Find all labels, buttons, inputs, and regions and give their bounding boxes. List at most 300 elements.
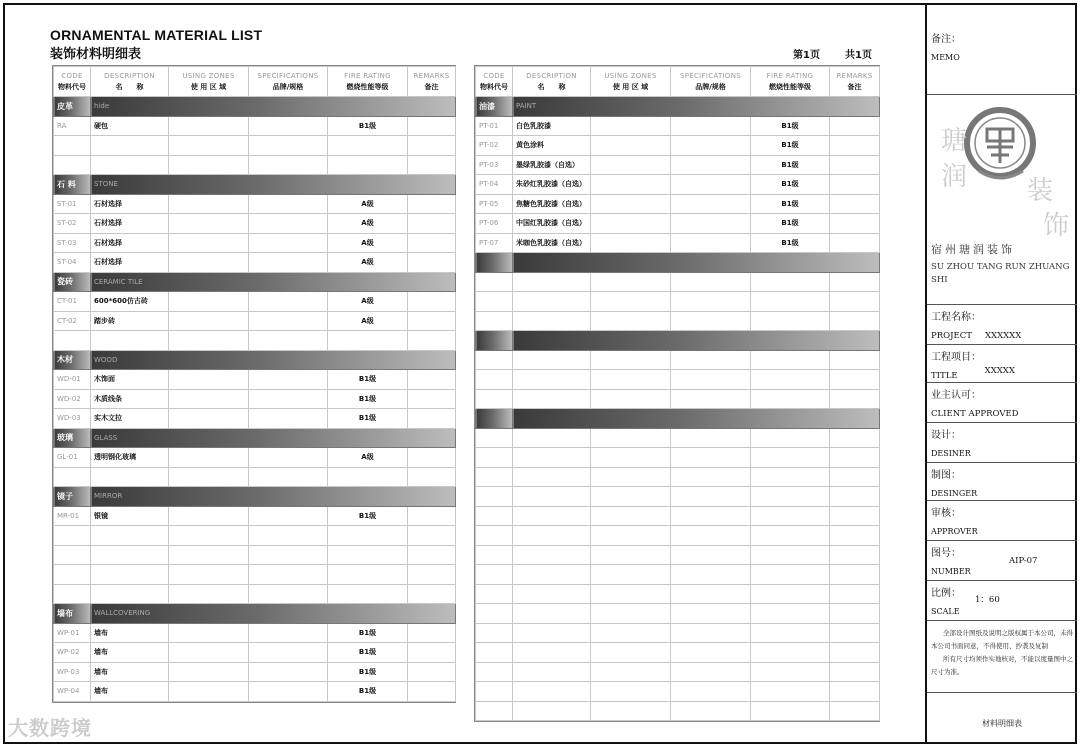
fire-rating-cell — [751, 311, 830, 331]
column-header-en: USING ZONES — [604, 71, 657, 80]
description-cell — [513, 545, 591, 565]
category-row — [476, 331, 880, 351]
zone-cell — [169, 370, 249, 390]
spec-cell — [671, 214, 751, 234]
description-cell: 墙布 — [91, 623, 169, 643]
fire-rating-cell — [328, 467, 408, 487]
zone-cell — [169, 389, 249, 409]
column-header-en: SPECIFICATIONS — [257, 71, 319, 80]
column-header-cn: 名 称 — [115, 82, 144, 91]
remarks-cell — [408, 311, 456, 331]
spec-cell — [671, 272, 751, 292]
fire-rating-cell: B1级 — [328, 643, 408, 663]
table-row — [54, 643, 456, 663]
spec-cell — [249, 682, 328, 702]
table-row — [54, 253, 456, 273]
fire-rating-cell — [751, 389, 830, 409]
code-cell: ST-01 — [54, 194, 91, 214]
table-row — [476, 701, 880, 721]
table-row — [476, 682, 880, 702]
table-row — [476, 311, 880, 331]
project-value: XXXXXX — [984, 331, 1022, 341]
code-cell — [476, 623, 513, 643]
spec-cell — [671, 565, 751, 585]
table-row — [54, 526, 456, 546]
code-cell — [476, 526, 513, 546]
remarks-cell — [830, 701, 880, 721]
category-name-cn: 镜子 — [57, 491, 73, 501]
code-cell: CT-02 — [54, 311, 91, 331]
category-en-cell — [91, 272, 456, 292]
zone-cell — [591, 428, 671, 448]
category-en-cell — [91, 428, 456, 448]
description-cell — [513, 448, 591, 468]
code-cell — [476, 584, 513, 604]
zone-cell — [591, 662, 671, 682]
code-cell: PT-03 — [476, 155, 513, 175]
fire-rating-cell: B1级 — [751, 136, 830, 156]
remarks-cell — [830, 214, 880, 234]
category-row — [54, 272, 456, 292]
category-name-cn: 木材 — [57, 355, 73, 365]
spec-cell — [671, 311, 751, 331]
material-table-right — [474, 65, 880, 722]
number-label-en: NUMBER — [931, 567, 971, 576]
description-cell: 木质线条 — [91, 389, 169, 409]
title-value: XXXXX — [984, 366, 1015, 376]
spec-cell — [249, 662, 328, 682]
description-cell: 透明钢化玻璃 — [91, 448, 169, 468]
code-cell: PT-04 — [476, 175, 513, 195]
column-header — [830, 67, 880, 97]
description-cell — [513, 662, 591, 682]
fire-rating-cell: A级 — [328, 253, 408, 273]
zone-cell — [169, 331, 249, 351]
remarks-cell — [830, 389, 880, 409]
table-row — [476, 428, 880, 448]
spec-cell — [249, 116, 328, 136]
remarks-cell — [408, 116, 456, 136]
fire-rating-cell — [751, 428, 830, 448]
description-cell — [513, 311, 591, 331]
remarks-cell — [830, 272, 880, 292]
fire-rating-cell — [328, 565, 408, 585]
table-row — [476, 643, 880, 663]
description-cell — [513, 272, 591, 292]
scale-label-en: SCALE — [931, 607, 960, 616]
column-header-en: REMARKS — [836, 71, 873, 80]
page-total: 共1页 — [845, 50, 872, 61]
fire-rating-cell: B1级 — [751, 233, 830, 253]
fire-rating-cell: A级 — [328, 292, 408, 312]
table-row — [476, 155, 880, 175]
category-cn-cell — [54, 272, 91, 292]
zone-cell — [591, 604, 671, 624]
code-cell — [476, 292, 513, 312]
spec-cell — [249, 623, 328, 643]
code-cell — [54, 467, 91, 487]
table-row — [476, 565, 880, 585]
fire-rating-cell — [751, 584, 830, 604]
table-row — [54, 545, 456, 565]
description-cell — [513, 467, 591, 487]
spec-cell — [249, 136, 328, 156]
description-cell — [91, 155, 169, 175]
spec-cell — [249, 506, 328, 526]
column-header — [249, 67, 328, 97]
column-header-en: FIRE RATING — [766, 71, 814, 80]
spec-cell — [671, 604, 751, 624]
logo-char-3: 装 — [1027, 176, 1054, 206]
fire-rating-cell — [751, 623, 830, 643]
remarks-cell — [830, 682, 880, 702]
scale-value: 1：60 — [975, 595, 1000, 605]
drafter-label-en: DESINGER — [931, 489, 978, 498]
category-en-cell — [91, 175, 456, 195]
remarks-cell — [830, 311, 880, 331]
table-row — [476, 175, 880, 195]
code-cell — [476, 682, 513, 702]
code-cell — [476, 545, 513, 565]
remarks-cell — [830, 350, 880, 370]
spec-cell — [671, 428, 751, 448]
logo-char-1: 瑭 — [941, 126, 968, 156]
designer-label: 设计： — [931, 430, 961, 441]
category-name-en: GLASS — [94, 433, 118, 442]
fire-rating-cell — [751, 701, 830, 721]
description-cell — [91, 467, 169, 487]
code-cell: RA — [54, 116, 91, 136]
table-row — [476, 545, 880, 565]
description-cell — [513, 565, 591, 585]
fire-rating-cell: B1级 — [751, 155, 830, 175]
column-header-cn: 备注 — [424, 82, 439, 91]
fire-rating-cell: B1级 — [328, 370, 408, 390]
title-label-en: TITLE — [931, 371, 958, 381]
remarks-cell — [408, 370, 456, 390]
copyright-note: 全部设计图纸及说明之版权属于本公司，未得本公司书面同意，不得使用、抄袭及复制 — [931, 629, 1073, 650]
table-row — [476, 526, 880, 546]
code-cell — [476, 350, 513, 370]
zone-cell — [169, 155, 249, 175]
category-row — [54, 487, 456, 507]
code-cell — [476, 701, 513, 721]
remarks-cell — [408, 233, 456, 253]
fire-rating-cell — [751, 506, 830, 526]
description-cell: 朱砂红乳胶漆（自选） — [513, 175, 591, 195]
approver-label: 审核： — [931, 508, 961, 519]
spec-cell — [249, 389, 328, 409]
remarks-cell — [830, 623, 880, 643]
zone-cell — [169, 409, 249, 429]
zone-cell — [591, 194, 671, 214]
remarks-cell — [408, 623, 456, 643]
spec-cell — [249, 233, 328, 253]
zone-cell — [169, 584, 249, 604]
zone-cell — [591, 623, 671, 643]
zone-cell — [591, 682, 671, 702]
fire-rating-cell — [751, 662, 830, 682]
fire-rating-cell — [328, 331, 408, 351]
spec-cell — [671, 701, 751, 721]
description-cell — [91, 584, 169, 604]
remarks-cell — [830, 233, 880, 253]
zone-cell — [591, 506, 671, 526]
project-label-en: PROJECT — [931, 331, 972, 341]
client-section — [927, 383, 1077, 423]
table-row — [54, 409, 456, 429]
spec-cell — [249, 467, 328, 487]
code-cell — [476, 604, 513, 624]
table-row — [476, 389, 880, 409]
fire-rating-cell — [751, 370, 830, 390]
fire-rating-cell — [751, 526, 830, 546]
spec-cell — [249, 155, 328, 175]
remarks-cell — [830, 448, 880, 468]
description-cell: 墙布 — [91, 662, 169, 682]
memo-section — [927, 3, 1077, 95]
code-cell: WP-01 — [54, 623, 91, 643]
zone-cell — [169, 623, 249, 643]
remarks-cell — [830, 487, 880, 507]
zone-cell — [169, 214, 249, 234]
code-cell — [476, 389, 513, 409]
category-name-cn: 瓷砖 — [57, 277, 73, 287]
description-cell: 焦糖色乳胶漆（自选） — [513, 194, 591, 214]
spec-cell — [249, 292, 328, 312]
table-row — [54, 136, 456, 156]
zone-cell — [169, 292, 249, 312]
category-cn-cell — [476, 331, 513, 351]
spec-cell — [671, 370, 751, 390]
description-cell — [91, 565, 169, 585]
zone-cell — [591, 233, 671, 253]
fire-rating-cell — [751, 350, 830, 370]
zone-cell — [591, 448, 671, 468]
zone-cell — [591, 467, 671, 487]
scale-label: 比例： — [931, 588, 961, 599]
column-header — [54, 67, 91, 97]
description-cell — [91, 331, 169, 351]
column-header — [408, 67, 456, 97]
remarks-cell — [408, 662, 456, 682]
column-header — [328, 67, 408, 97]
remarks-cell — [830, 194, 880, 214]
table-row — [54, 311, 456, 331]
remarks-cell — [408, 584, 456, 604]
remarks-cell — [830, 175, 880, 195]
spec-cell — [671, 155, 751, 175]
zone-cell — [591, 389, 671, 409]
code-cell — [476, 565, 513, 585]
spec-cell — [671, 350, 751, 370]
code-cell — [54, 331, 91, 351]
drafter-section — [927, 463, 1077, 501]
column-header-cn: 使 用 区 域 — [612, 82, 649, 91]
spec-cell — [671, 506, 751, 526]
fire-rating-cell — [751, 448, 830, 468]
description-cell — [513, 584, 591, 604]
zone-cell — [169, 565, 249, 585]
title-block — [925, 3, 1077, 744]
category-row — [476, 409, 880, 429]
spec-cell — [671, 643, 751, 663]
zone-cell — [591, 311, 671, 331]
column-header-cn: 名 称 — [537, 82, 566, 91]
drafter-label: 制图： — [931, 470, 961, 481]
category-cn-cell — [54, 175, 91, 195]
column-header — [476, 67, 513, 97]
zone-cell — [591, 526, 671, 546]
table-row — [54, 506, 456, 526]
table-row — [54, 194, 456, 214]
remarks-cell — [830, 584, 880, 604]
code-cell: ST-04 — [54, 253, 91, 273]
spec-cell — [671, 136, 751, 156]
spec-cell — [249, 565, 328, 585]
fire-rating-cell — [751, 565, 830, 585]
code-cell — [476, 370, 513, 390]
spec-cell — [671, 233, 751, 253]
zone-cell — [591, 584, 671, 604]
zone-cell — [591, 175, 671, 195]
category-cn-cell — [54, 428, 91, 448]
approver-label-en: APPROVER — [931, 527, 978, 536]
fire-rating-cell — [328, 155, 408, 175]
number-label: 图号： — [931, 548, 961, 559]
fire-rating-cell — [751, 467, 830, 487]
zone-cell — [169, 682, 249, 702]
column-header-en: SPECIFICATIONS — [680, 71, 741, 80]
spec-cell — [249, 331, 328, 351]
description-cell — [91, 136, 169, 156]
fire-rating-cell: B1级 — [328, 116, 408, 136]
table-row — [54, 584, 456, 604]
spec-cell — [671, 623, 751, 643]
code-cell — [476, 643, 513, 663]
code-cell — [476, 506, 513, 526]
zone-cell — [591, 214, 671, 234]
category-name-en: PAINT — [516, 102, 537, 111]
table-row — [476, 623, 880, 643]
description-cell — [513, 526, 591, 546]
remarks-cell — [830, 506, 880, 526]
remarks-cell — [408, 214, 456, 234]
remarks-cell — [408, 565, 456, 585]
notes-section — [927, 621, 1077, 693]
logo-char-2: 润 — [941, 162, 968, 192]
client-label-en: CLIENT APPROVED — [931, 409, 1019, 419]
spec-cell — [249, 409, 328, 429]
zone-cell — [169, 526, 249, 546]
category-name-en: CERAMIC TILE — [94, 277, 143, 286]
fire-rating-cell: B1级 — [751, 214, 830, 234]
fire-rating-cell — [751, 292, 830, 312]
description-cell: 米咖色乳胶漆（自选） — [513, 233, 591, 253]
sheet-name: 材料明细表 — [982, 719, 1022, 728]
column-header-cn: 品牌/规格 — [695, 82, 726, 91]
fire-rating-cell: B1级 — [328, 506, 408, 526]
category-cn-cell — [476, 409, 513, 429]
code-cell — [476, 311, 513, 331]
dimension-note: 所有尺寸均须作实地核对，不能以度量图中之尺寸为准。 — [931, 655, 1073, 676]
category-name-cn: 皮革 — [57, 101, 73, 111]
description-cell: 硬包 — [91, 116, 169, 136]
remarks-cell — [830, 604, 880, 624]
remarks-cell — [408, 292, 456, 312]
zone-cell — [591, 643, 671, 663]
column-header-cn: 品牌/规格 — [272, 82, 304, 91]
description-cell — [513, 370, 591, 390]
category-name-en: MIRROR — [94, 492, 123, 501]
column-header-en: CODE — [483, 71, 505, 80]
remarks-cell — [830, 136, 880, 156]
category-row — [476, 253, 880, 273]
table-row — [476, 350, 880, 370]
page-current: 第1页 — [793, 50, 820, 61]
category-en-cell — [513, 331, 880, 351]
zone-cell — [591, 292, 671, 312]
number-value: AIP-07 — [1009, 556, 1038, 566]
table-row — [476, 487, 880, 507]
spec-cell — [671, 116, 751, 136]
zone-cell — [169, 116, 249, 136]
fire-rating-cell — [328, 584, 408, 604]
table-row — [476, 272, 880, 292]
code-cell: PT-02 — [476, 136, 513, 156]
description-cell — [513, 350, 591, 370]
category-cn-cell — [54, 604, 91, 624]
zone-cell — [591, 487, 671, 507]
company-section — [927, 95, 1077, 305]
zone-cell — [591, 545, 671, 565]
column-header — [169, 67, 249, 97]
column-header-cn: 燃烧性能等级 — [769, 82, 811, 91]
table-row — [476, 448, 880, 468]
remarks-cell — [830, 292, 880, 312]
category-cn-cell — [476, 97, 513, 117]
category-row — [476, 97, 880, 117]
column-header-cn: 物料代号 — [58, 82, 86, 91]
category-row — [54, 428, 456, 448]
column-header-en: CODE — [61, 71, 83, 80]
fire-rating-cell: A级 — [328, 214, 408, 234]
designer-section — [927, 423, 1077, 463]
description-cell — [513, 643, 591, 663]
logo-char-4: 饰 — [1043, 211, 1070, 239]
remarks-cell — [408, 448, 456, 468]
remarks-cell — [408, 389, 456, 409]
table-row — [54, 292, 456, 312]
description-cell: 中国红乳胶漆（自选） — [513, 214, 591, 234]
category-cn-cell — [476, 253, 513, 273]
memo-label: 备注： — [931, 34, 961, 45]
zone-cell — [169, 545, 249, 565]
code-cell — [54, 155, 91, 175]
table-row — [54, 116, 456, 136]
spec-cell — [249, 448, 328, 468]
remarks-cell — [830, 155, 880, 175]
description-cell — [513, 682, 591, 702]
spec-cell — [671, 526, 751, 546]
fire-rating-cell — [751, 643, 830, 663]
zone-cell — [169, 662, 249, 682]
spec-cell — [671, 545, 751, 565]
description-cell — [513, 389, 591, 409]
code-cell — [476, 662, 513, 682]
spec-cell — [249, 545, 328, 565]
column-header — [751, 67, 830, 97]
